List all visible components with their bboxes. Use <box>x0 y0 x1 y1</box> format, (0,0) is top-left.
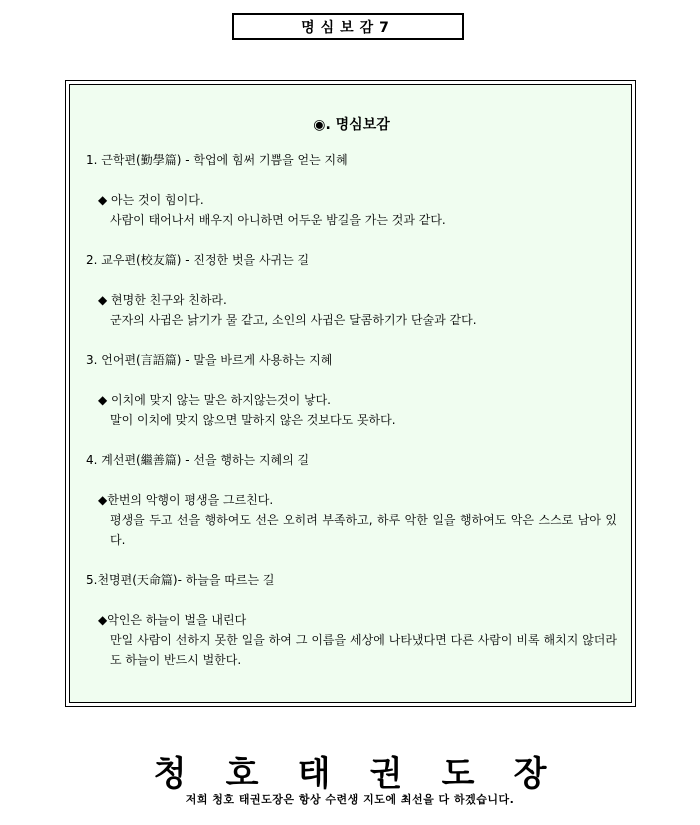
item-description: 사람이 태어나서 배우지 아니하면 어두운 밤길을 가는 것과 같다. <box>110 213 446 227</box>
school-name <box>150 746 550 795</box>
item-subheading: ◆악인은 하늘이 벌을 내린다 <box>98 613 247 627</box>
item-description: 군자의 사귐은 낡기가 물 같고, 소인의 사귐은 달콤하기가 단술과 같다. <box>110 313 477 327</box>
footer-slogan: 저희 청호 태권도장은 항상 수련생 지도에 최선을 다 하겠습니다. <box>185 793 515 806</box>
section-title: ◉. 명심보감 <box>313 117 390 133</box>
content-frame <box>65 80 636 707</box>
content-body <box>86 115 617 690</box>
item-heading: 5.천명편(天命篇)- 하늘을 따르는 길 <box>86 573 275 587</box>
school-name-char: 도 <box>441 754 475 794</box>
content-panel <box>69 84 632 703</box>
item-description: 만일 사람이 선하지 못한 일을 하여 그 이름을 세상에 나타냈다면 다른 사람이 비록 해치지 않더라도 하늘이 반드시 벌한다. <box>110 633 617 667</box>
item-subheading: ◆ 아는 것이 힘이다. <box>98 193 204 207</box>
list-item <box>86 570 617 670</box>
item-heading: 1. 근학편(勤學篇) - 학업에 힘써 기쁨을 얻는 지혜 <box>86 153 348 167</box>
item-heading: 3. 언어편(言語篇) - 말을 바르게 사용하는 지혜 <box>86 353 333 367</box>
page-title: 명심보감7 <box>232 13 464 40</box>
list-item <box>86 350 617 430</box>
item-subheading: ◆ 현명한 친구와 친하라. <box>98 293 227 307</box>
school-name-char: 권 <box>369 754 403 794</box>
school-name-char: 태 <box>297 754 331 794</box>
item-heading: 2. 교우편(校友篇) - 진정한 벗을 사귀는 길 <box>86 253 310 267</box>
list-item <box>86 150 617 230</box>
item-description: 평생을 두고 선을 행하여도 선은 오히려 부족하고, 하루 악한 일을 행하여도 악은 스스로 남아 있다. <box>110 513 617 547</box>
list-item <box>86 250 617 330</box>
school-name-char: 청 <box>153 754 187 794</box>
item-description: 말이 이치에 맞지 않으면 말하지 않은 것보다도 못하다. <box>110 413 396 427</box>
school-name-char: 장 <box>513 754 547 794</box>
list-item <box>86 450 617 550</box>
item-subheading: ◆ 이치에 맞지 않는 말은 하지않는것이 낳다. <box>98 393 331 407</box>
item-heading: 4. 계선편(繼善篇) - 선을 행하는 지혜의 길 <box>86 453 310 467</box>
school-name-char: 호 <box>225 754 259 794</box>
item-subheading: ◆한번의 악행이 평생을 그르친다. <box>98 493 274 507</box>
